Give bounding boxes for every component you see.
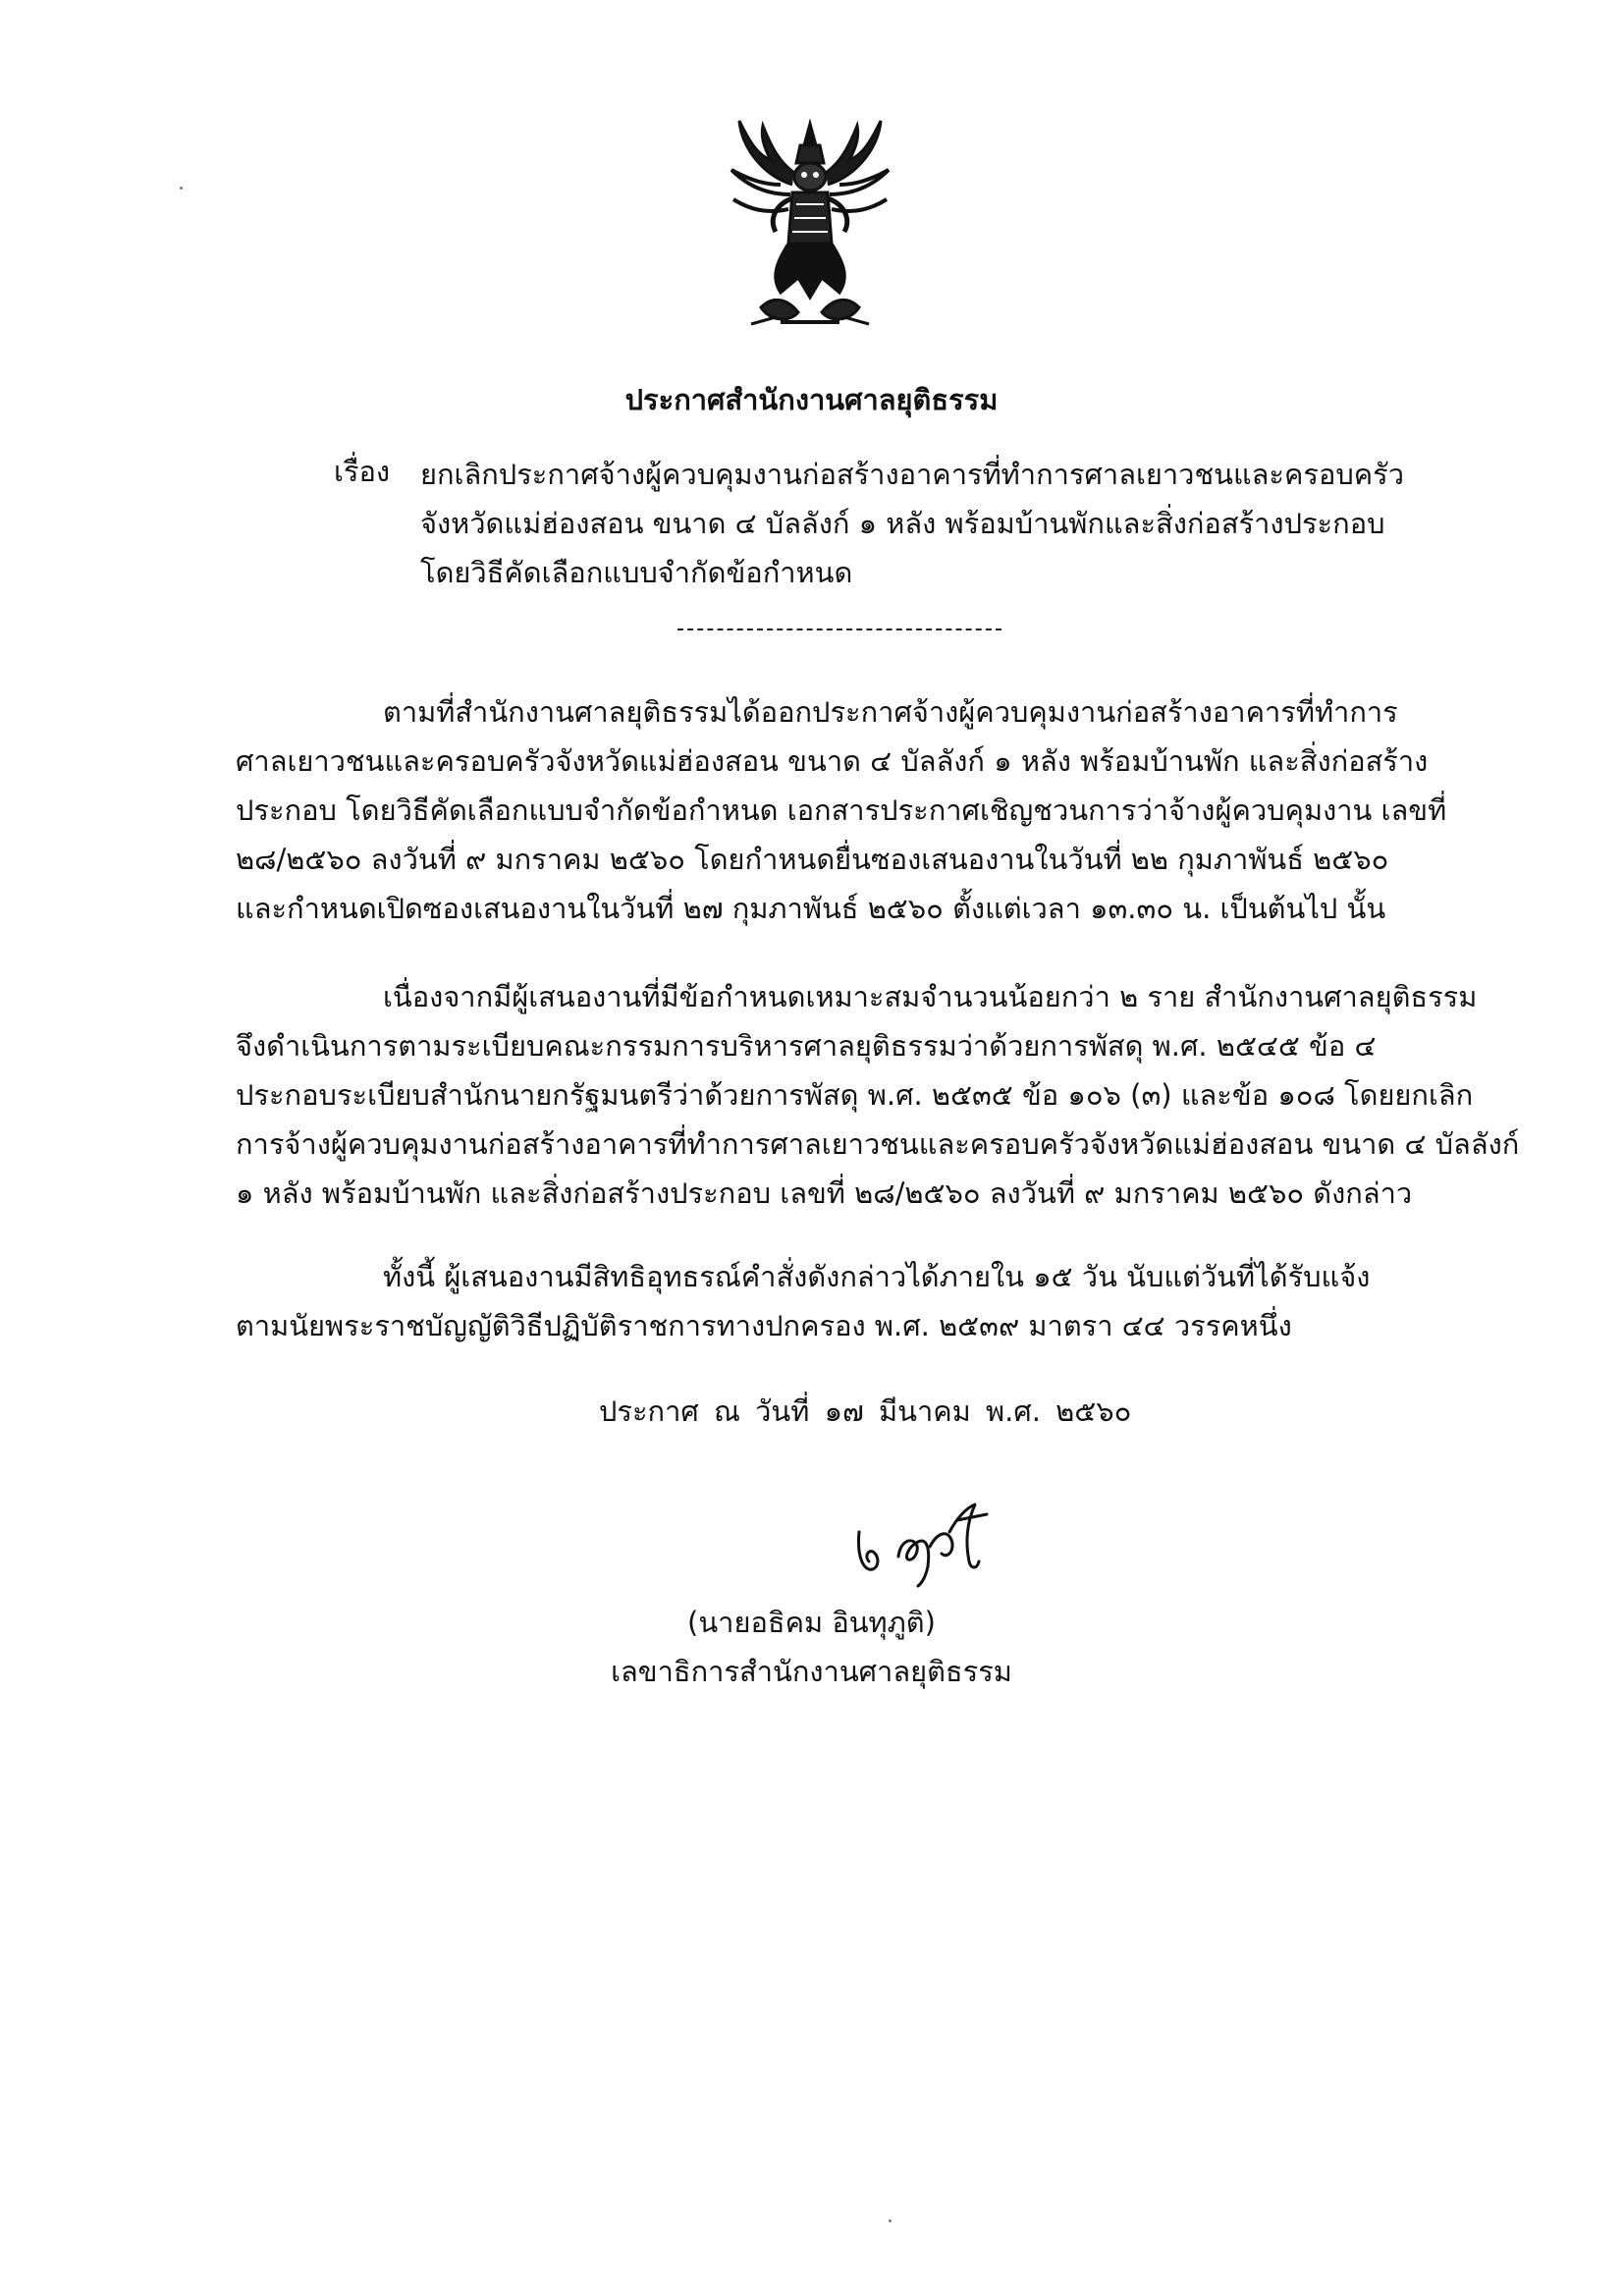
signer-name: (นายอธิคม อินทุภูติ) <box>687 1606 936 1639</box>
paragraph-line: เนื่องจากมีผู้เสนองานที่มีข้อกำหนดเหมาะสมจำนวนน้อยกว่า ๒ ราย สำนักงานศาลยุติธรรม <box>383 980 1478 1013</box>
paragraph-line: ศาลเยาวชนและครอบครัวจังหวัดแม่ฮ่องสอน ขนาด ๔ บัลลังก์ ๑ หลัง พร้อมบ้านพัก และสิ่งก่อสร้าง <box>236 744 1429 778</box>
handwritten-signature <box>839 1493 1036 1591</box>
paragraph-line: ทั้งนี้ ผู้เสนองานมีสิทธิอุทธรณ์คำสั่งดังกล่าวได้ภายใน ๑๕ วัน นับแต่วันที่ได้รับแจ้ง <box>383 1260 1371 1293</box>
paragraph-line: ๑ หลัง พร้อมบ้านพัก และสิ่งก่อสร้างประกอบ เลขที่ ๒๘/๒๕๖๐ ลงวันที่ ๙ มกราคม ๒๕๖๐ ดังกล่าว <box>236 1176 1413 1210</box>
scan-speck <box>180 187 183 190</box>
paragraph-line: และกำหนดเปิดซองเสนองานในวันที่ ๒๗ กุมภาพันธ์ ๒๕๖๐ ตั้งแต่เวลา ๑๓.๓๐ น. เป็นต้นไป นั้น <box>236 892 1386 925</box>
paragraph-3 <box>236 1252 1463 1350</box>
paragraph-line: ตามที่สำนักงานศาลยุติธรรมได้ออกประกาศจ้างผู้ควบคุมงานก่อสร้างอาคารที่ทำการ <box>383 695 1398 729</box>
paragraph-line: ประกอบระเบียบสำนักนายกรัฐมนตรีว่าด้วยการพัสดุ พ.ศ. ๒๕๓๕ ข้อ ๑๐๖ (๓) และข้อ ๑๐๘ โดยยกเลิก <box>236 1078 1474 1112</box>
signer-position: เลขาธิการสำนักงานศาลยุติธรรม <box>611 1655 1012 1688</box>
subject-line: ยกเลิกประกาศจ้างผู้ควบคุมงานก่อสร้างอาคารที่ทำการศาลเยาวชนและครอบครัว <box>420 458 1405 491</box>
paragraph-line: การจ้างผู้ควบคุมงานก่อสร้างอาคารที่ทำการศาลเยาวชนและครอบครัวจังหวัดแม่ฮ่องสอน ขนาด ๔ บัลลังก์ <box>236 1127 1520 1161</box>
subject-line: โดยวิธีคัดเลือกแบบจำกัดข้อกำหนด <box>420 556 853 589</box>
subject-line: จังหวัดแม่ฮ่องสอน ขนาด ๔ บัลลังก์ ๑ หลัง พร้อมบ้านพักและสิ่งก่อสร้างประกอบ <box>420 507 1385 540</box>
subject-text <box>420 450 1422 597</box>
paragraph-line: ประกอบ โดยวิธีคัดเลือกแบบจำกัดข้อกำหนด เอกสารประกาศเชิญชวนการว่าจ้างผู้ควบคุมงาน เลขที่ <box>236 793 1447 827</box>
paragraph-line: ตามนัยพระราชบัญญัติวิธีปฏิบัติราชการทางปกครอง พ.ศ. ๒๕๓๙ มาตรา ๔๔ วรรคหนึ่ง <box>236 1309 1292 1342</box>
divider <box>677 629 1001 630</box>
announcement-title: ประกาศสำนักงานศาลยุติธรรม <box>624 383 999 416</box>
paragraph-line: ๒๘/๒๕๖๐ ลงวันที่ ๙ มกราคม ๒๕๖๐ โดยกำหนดยื่นซองเสนองานในวันที่ ๒๒ กุมภาพันธ์ ๒๕๖๐ <box>236 843 1389 876</box>
paragraph-line: จึงดำเนินการตามระเบียบคณะกรรมการบริหารศาลยุติธรรมว่าด้วยการพัสดุ พ.ศ. ๒๕๔๕ ข้อ ๔ <box>236 1029 1377 1063</box>
scan-speck <box>889 2219 892 2222</box>
paragraph-2 <box>236 972 1520 1218</box>
announcement-date: ประกาศ ณ วันที่ ๑๗ มีนาคม พ.ศ. ๒๕๖๐ <box>599 1394 1132 1428</box>
garuda-emblem-icon <box>722 116 898 332</box>
paragraph-1 <box>236 687 1463 933</box>
subject-label: เรื่อง <box>334 455 391 488</box>
